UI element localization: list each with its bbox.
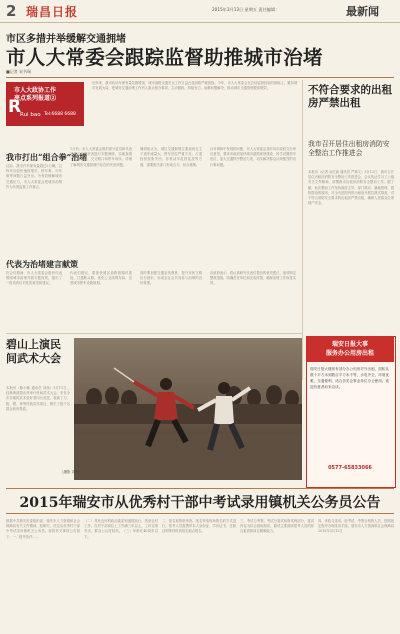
bottom-headline: 2015年瑞安市从优秀村干部中考试录用镇机关公务员公告 [19, 495, 381, 511]
main-byline: ■记者 宋书瑞 [6, 69, 32, 74]
main-intro: 近年来，我市机动车保有量急剧增加，城市道路交通安全工作日益凸显面临严峻挑战。今年，市人大常委会在总结监督经验的基础上，紧扣城市发展大局，把城市交通治堵工作列入重点督办事项，主动跟踪，持续发力，助推问题解决，推动城市交通管理提质增效。 [92, 81, 297, 91]
service-ad-title-2: 服务办公用房出租 [325, 350, 374, 357]
service-ad-body: 瑞安日报大楼现有部分办公用房对外出租，面积从数十平方米到数百平方米不等，水电齐全，环境优雅，交通便利，适合各类企事业单位办公使用。欢迎有意者前来洽谈。 [310, 367, 390, 389]
article-column: 1月份，市人大常委会组织部分委员和代表对城区交通状况进行专题调研，实地查看了主要路段、交叉路口和停车场所，详细了解城市交通管理中存在的突出问题。 [70, 147, 132, 167]
article-column: 三、考试与考察。考试分笔试和面试两部分，笔试内容为综合基础知识，面试主要测试报考人员的综合素质和岗位履职能力。 [240, 519, 314, 534]
article-column: 针对调研中发现的问题，市人大常委会及时向市政府交办审议意见，要求市政府加快城市道路规划建设，科学设置停车泊位，加大交通秩序整治力度，切实解决群众反映强烈的出行难问题。 [210, 147, 296, 167]
article-column: 四、体检与录用。经考试、考察合格的人员，按照规定程序办理录用手续。瑞安市人力资源和社会保障局2015年3月12日 [318, 519, 394, 534]
article-column: （二）具有良好的政治素质和道德品行，热爱农村工作，在村干部岗位上工作满三年以上，工作实绩突出，群众公认度较高。（三）年龄在40周岁以下。 [84, 519, 158, 539]
divider [6, 513, 394, 514]
main-kicker: 市区多措并举缓解交通拥堵 [6, 34, 126, 45]
series-logo-letter: R [8, 97, 22, 117]
article-column: 同时要加强交通宣传教育，提升市民文明出行意识，形成全社会共同参与治堵的良好氛围。 [140, 271, 202, 286]
service-ad-phone: 0577-65833066 [328, 465, 372, 471]
side-subheadline: 我市召开居住出租房消防安全整治工作推进会 [308, 140, 390, 157]
header-date: 2015年3月13日 星期五 责任编辑： [212, 7, 280, 12]
article-column: 根据中共瑞安市委组织部、瑞安市人力资源和社会保障局有关文件精神，经研究，决定从优秀村干部中考试录用镇机关公务员。现将有关事项公告如下：一、报考条件…… [6, 519, 80, 539]
section-title: 最新闻 [346, 5, 379, 18]
column-divider [302, 80, 303, 380]
martial-arts-photo [74, 338, 302, 480]
side-body: 本报讯（记者 余红丽 通讯员 严林文）3月12日，我市召开居住出租房消防安全整治工作推进会，会议传达学习了上级有关文件精神，部署我市出租房消防安全整治工作。据了解，此次整治工作坚持政府主导、部门联动、属地管理、群防群治的原则，对全市范围内的出租房开展拉网式排查，对不符合消防安全要求的出租房严禁出租，确保人民群众生命财产安全。 [308, 170, 394, 206]
article-column: 调研组认为，城区交通拥堵主要表现在主干道车流量大、停车泊位严重不足、占道经营现象突出、非机动车乱停乱放等方面，需要相关部门形成合力，综合施策。 [140, 147, 202, 167]
article-column: 市政府表示，将认真研究代表们提出的意见建议，逐项制定整改措施，明确责任单位和完成时限，确保治堵工作取得实效。 [210, 271, 296, 286]
subheading-1: 我市打出“组合拳”治堵 [6, 152, 88, 162]
article-column: 在会议期间，市人大常委会组织代表围绕城市治堵开展专题视察，提出了一批具有针对性的意见和建议。 [6, 271, 62, 286]
divider [6, 488, 394, 489]
photo-caption: （摄影 刘伟） [60, 470, 83, 474]
article-column: 二、报名和资格审查。报名采取现场报名的方式进行，报考人员需携带本人身份证、学历证书、任职证明等材料到指定地点报名。 [162, 519, 236, 534]
newspaper-logo: 瑞昌日报 [26, 5, 79, 19]
divider [6, 77, 394, 78]
series-title-2: 亮点系列报道② [14, 95, 57, 102]
article-column: 目前，我市汽车保有量超过2万辆，且每年以较快速度增长，停车难、行车难等问题日益突出。为有效缓解城市交通压力，市人大常委会把城市治堵作为年度监督工作重点。 [6, 164, 62, 189]
series-title-1: 市人大政协工作 [14, 87, 57, 94]
photo-story-headline: 碧山上演民间武术大会 [6, 338, 61, 365]
main-headline: 市人大常委会跟踪监督助推城市治堵 [6, 46, 323, 69]
side-headline: 不符合要求的出租房严禁出租 [308, 84, 392, 109]
series-logo-tel: Tel:6688 6688 [44, 112, 76, 117]
article-column: 代表们建议，要加快城区道路微循环建设，打通断头路，优化公交线网布局，完善城市停车设施规划。 [70, 271, 132, 286]
series-logo-name: Rui bao [20, 112, 41, 118]
service-ad-title-1: 瑞安日报大事 [331, 341, 368, 348]
subheading-2: 代表为治堵建言献策 [6, 259, 78, 269]
photo-story-body: 本报讯（陈小雅 通讯员 刘伟）3月11日，桂林街道碧山村举行民间武术大会。来自全市各地的武术爱好者同台竞技，表演了刀、枪、棍、拳等传统武术项目，吸引了数千名群众前来观看。 [6, 386, 70, 411]
divider [6, 333, 302, 334]
page-number: 2 [6, 2, 17, 20]
